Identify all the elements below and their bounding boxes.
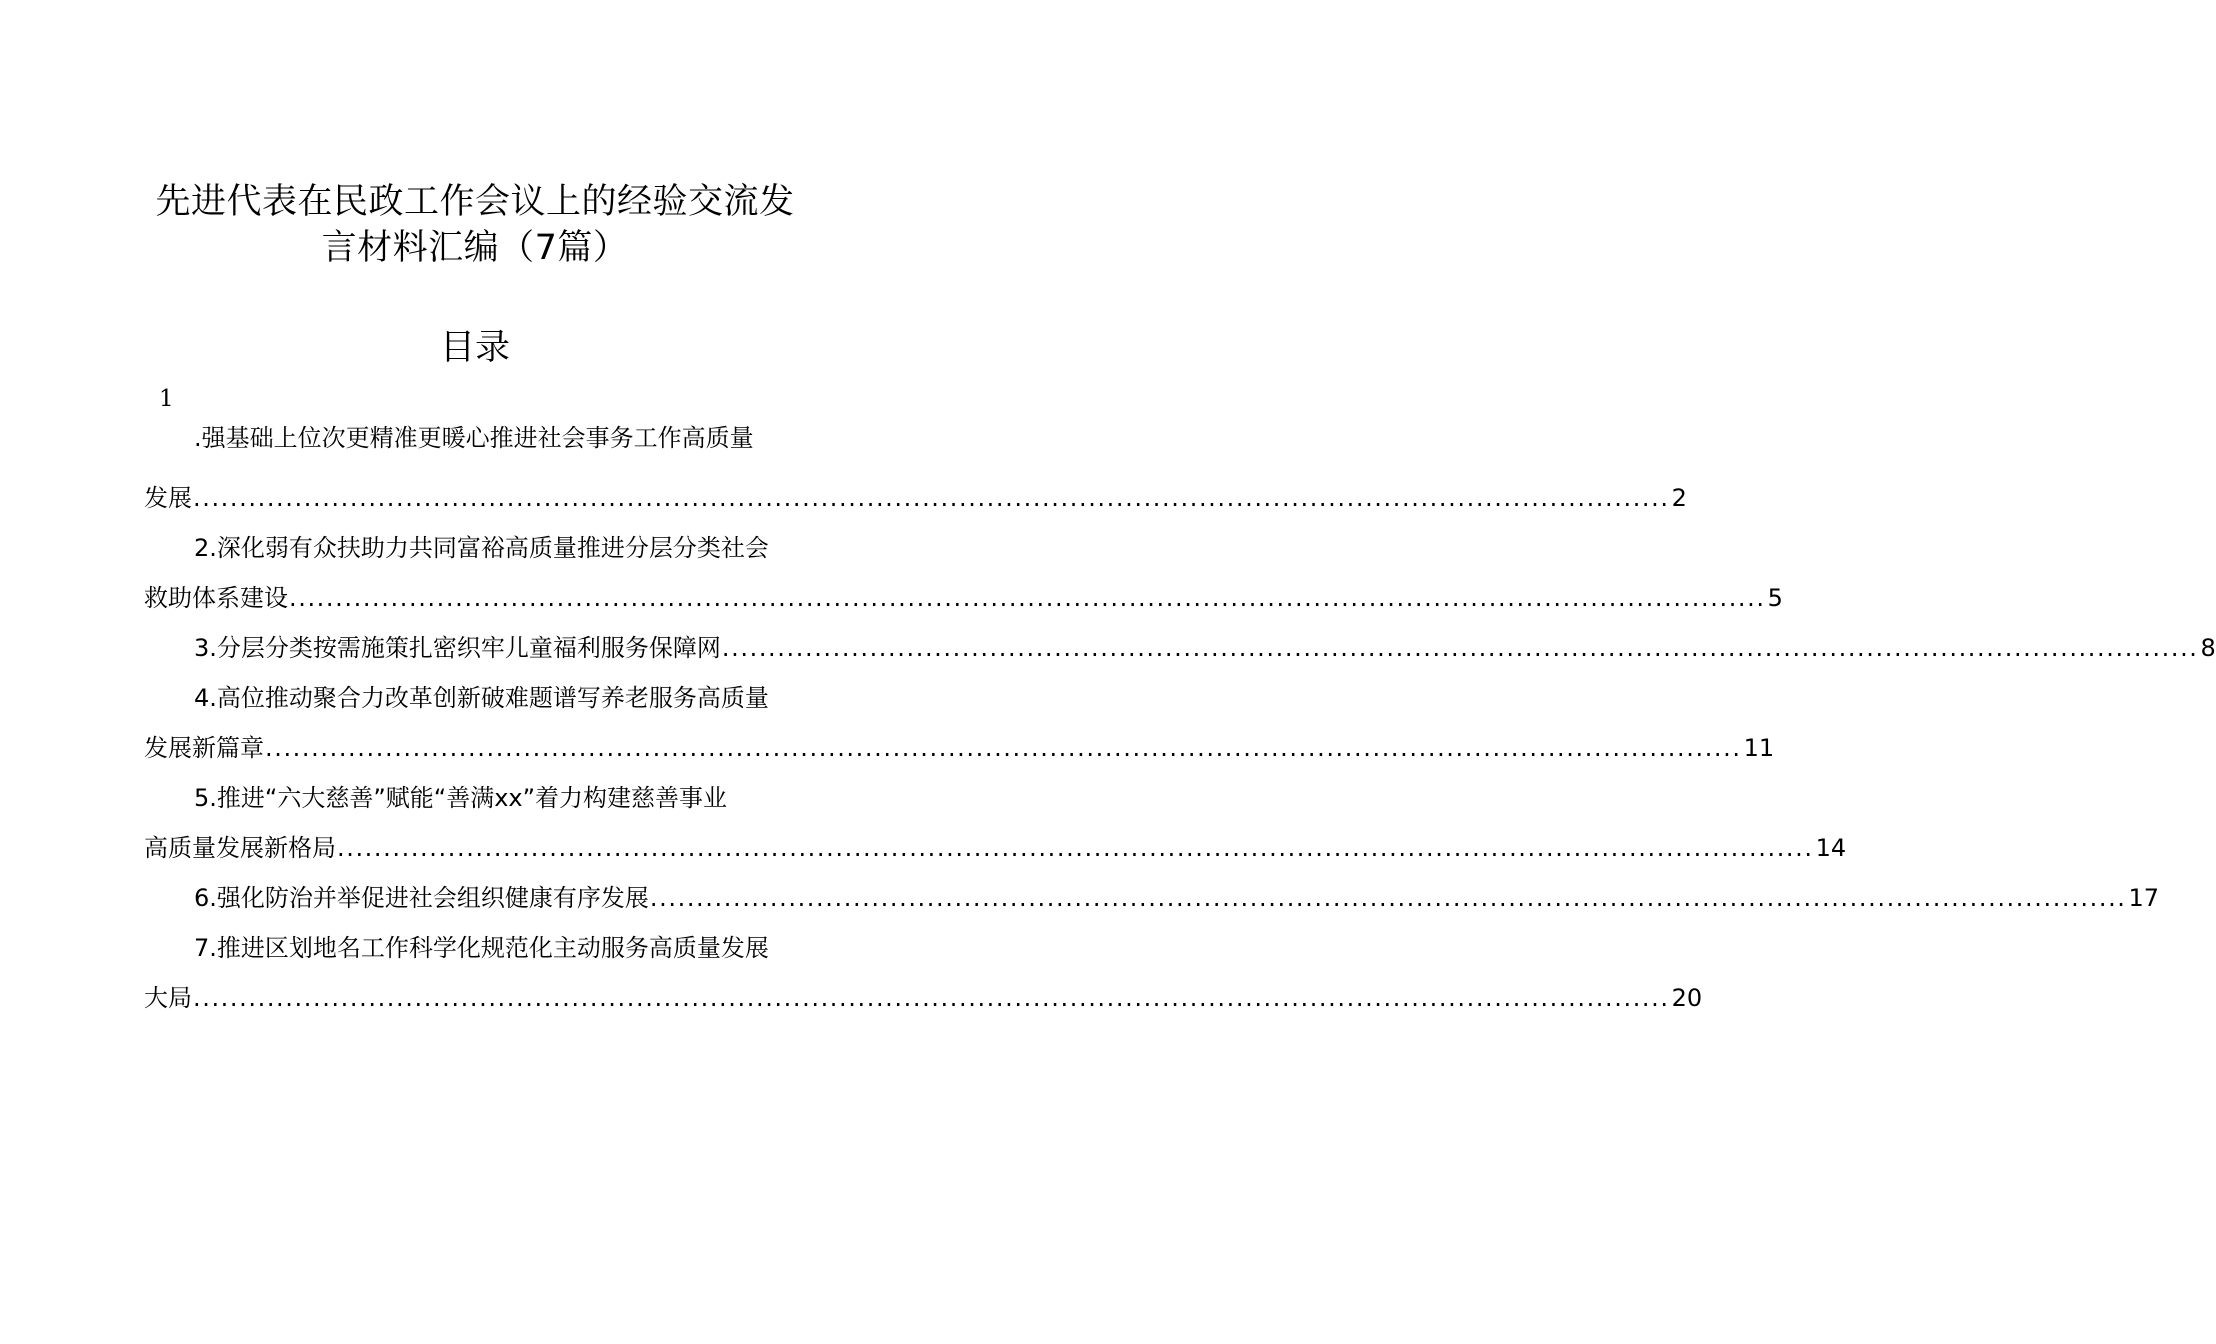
toc-heading: 目录 <box>439 328 510 368</box>
toc-entry-5-line-1[interactable]: 5.推进“六大慈善”赋能“善满xx”着力构建慈善事业 <box>194 784 728 812</box>
toc-entry-3[interactable] <box>194 631 2216 665</box>
toc-page-number: 14 <box>1815 834 1847 862</box>
toc-entry-4-line-2[interactable] <box>144 731 1775 765</box>
document-title-line-1: 先进代表在民政工作会议上的经验交流发 <box>155 182 795 222</box>
toc-entry-2-line-2[interactable] <box>144 581 1783 615</box>
toc-leader-dots: ................................................................................................................................................................ <box>289 584 1766 612</box>
toc-entry-text: 救助体系建设 <box>144 584 288 612</box>
toc-page-number: 11 <box>1743 734 1775 762</box>
toc-entry-1-line-1[interactable]: .强基础上位次更精准更暖心推进社会事务工作高质量 <box>194 424 754 452</box>
toc-entry-2-line-1[interactable]: 2.深化弱有众扶助力共同富裕高质量推进分层分类社会 <box>194 534 769 562</box>
toc-leader-dots: ................................................................................................................................................................ <box>649 884 2127 912</box>
toc-page-number: 20 <box>1671 984 1703 1012</box>
toc-entry-text: 6.强化防治并举促进社会组织健康有序发展 <box>194 884 649 912</box>
toc-entry-7-line-1[interactable]: 7.推进区划地名工作科学化规范化主动服务高质量发展 <box>194 934 769 962</box>
toc-entry-text: 3.分层分类按需施策扎密织牢儿童福利服务保障网 <box>194 634 721 662</box>
toc-entry-text: 高质量发展新格局 <box>144 834 336 862</box>
toc-page-number: 2 <box>1671 484 1687 512</box>
toc-entry-text: 大局 <box>144 984 192 1012</box>
toc-leader-dots: ................................................................................................................................................................ <box>721 634 2199 662</box>
toc-leader-dots: ................................................................................................................................................................ <box>265 734 1742 762</box>
toc-page-number: 5 <box>1767 584 1783 612</box>
stray-number: 1 <box>159 386 174 412</box>
toc-entry-5-line-2[interactable] <box>144 831 1847 865</box>
toc-entry-text: 发展新篇章 <box>144 734 264 762</box>
toc-entry-6[interactable] <box>194 881 2160 915</box>
toc-entry-4-line-1[interactable]: 4.高位推动聚合力改革创新破难题谱写养老服务高质量 <box>194 684 769 712</box>
toc-leader-dots: ................................................................................................................................................................ <box>193 984 1670 1012</box>
toc-leader-dots: ................................................................................................................................................................ <box>337 834 1814 862</box>
toc-leader-dots: ................................................................................................................................................................ <box>193 484 1670 512</box>
toc-page-number: 17 <box>2128 884 2160 912</box>
toc-page-number: 8 <box>2200 634 2216 662</box>
toc-entry-text: 发展 <box>144 484 192 512</box>
toc-entry-7-line-2[interactable] <box>144 981 1703 1015</box>
document-title-line-2: 言材料汇编（7篇） <box>321 228 629 268</box>
toc-entry-1-line-2[interactable] <box>144 481 1687 515</box>
